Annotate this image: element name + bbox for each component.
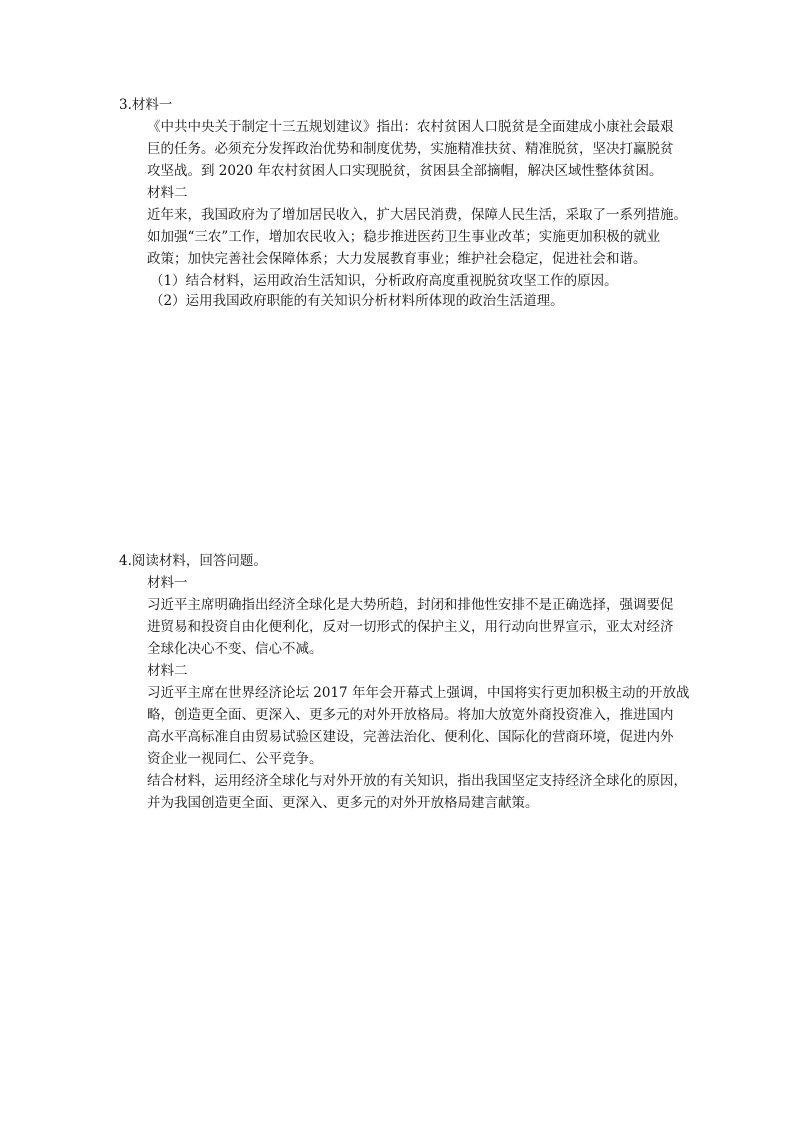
q4-question-line: 结合材料，运用经济全球化与对外开放的有关知识，指出我国坚定支持经济全球化的原因， xyxy=(147,773,687,789)
q3-material1-line: 巨的任务。必须充分发挥政治优势和制度优势，实施精准扶贫、精准脱贫，坚决打赢脱贫 xyxy=(147,141,674,157)
q3-question-2: （2）运用我国政府职能的有关知识分析材料所体现的政治生活道理。 xyxy=(150,293,564,309)
q3-question-1: （1）结合材料，运用政治生活知识，分析政府高度重视脱贫攻坚工作的原因。 xyxy=(150,273,618,289)
q4-material2-line: 习近平主席在世界经济论坛 2017 年年会开幕式上强调，中国将实行更加积极主动的开放战 xyxy=(147,685,690,701)
q4-material1-line: 全球化决心不变、信心不减。 xyxy=(147,641,323,657)
q4-material1-line: 进贸易和投资自由化便利化，反对一切形式的保护主义，用行动向世界宣示，亚太对经济 xyxy=(147,619,674,635)
q3-material1-line: 攻坚战。到 2020 年农村贫困人口实现脱贫，贫困县全部摘帽，解决区域性整体贫困。 xyxy=(147,163,663,179)
q4-material2-line: 略，创造更全面、更深入、更多元的对外开放格局。将加大放宽外商投资准入，推进国内 xyxy=(147,707,674,723)
q3-material2-line: 如加强“三农”工作，增加农民收入；稳步推进医药卫生事业改革；实施更加积极的就业 xyxy=(147,229,661,245)
q3-material2-label: 材料二 xyxy=(147,185,188,201)
q3-heading: 3.材料一 xyxy=(119,97,173,113)
q3-material1-line: 《中共中央关于制定十三五规划建议》指出：农村贫困人口脱贫是全面建成小康社会最艰 xyxy=(147,119,674,135)
q4-material2-line: 资企业一视同仁、公平竞争。 xyxy=(147,751,323,767)
q4-material2-label: 材料二 xyxy=(147,663,188,679)
q4-heading: 4.阅读材料，回答问题。 xyxy=(119,553,267,569)
q4-material1-line: 习近平主席明确指出经济全球化是大势所趋，封闭和排他性安排不是正确选择，强调要促 xyxy=(147,597,674,613)
q3-material2-line: 政策；加快完善社会保障体系；大力发展教育事业；维护社会稳定，促进社会和谐。 xyxy=(147,251,647,267)
q4-question-line: 并为我国创造更全面、更深入、更多元的对外开放格局建言献策。 xyxy=(147,795,539,811)
q3-material2-line: 近年来，我国政府为了增加居民收入，扩大居民消费，保障人民生活，采取了一系列措施。 xyxy=(147,207,687,223)
q4-material2-line: 高水平高标准自由贸易试验区建设，完善法治化、便利化、国际化的营商环境，促进内外 xyxy=(147,729,674,745)
q4-material1-label: 材料一 xyxy=(147,575,188,591)
